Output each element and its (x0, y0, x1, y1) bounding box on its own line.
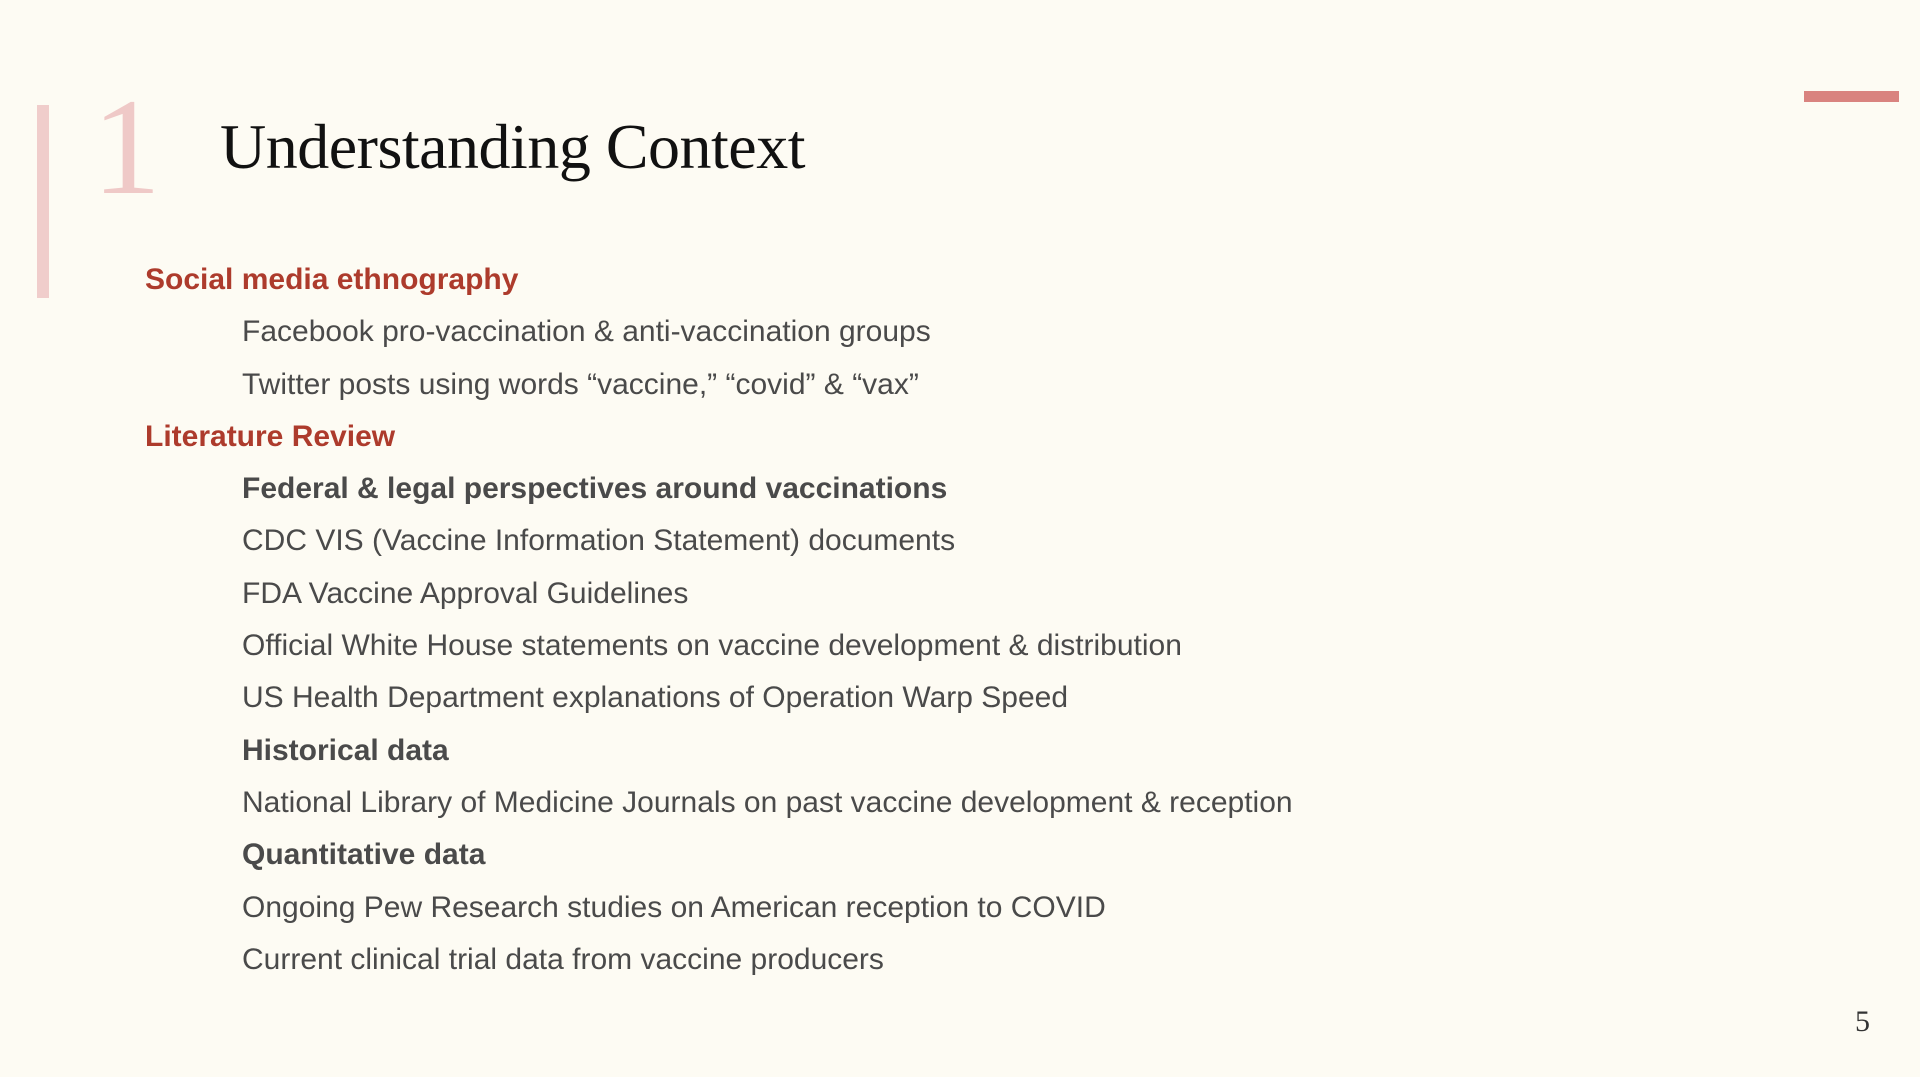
list-item: Official White House statements on vaccine development & distribution (242, 629, 1182, 663)
list-item: CDC VIS (Vaccine Information Statement) documents (242, 524, 956, 558)
subheading-federal-legal: Federal & legal perspectives around vaccinations (242, 472, 948, 506)
list-item: Current clinical trial data from vaccine producers (242, 942, 884, 976)
subheading-historical-data: Historical data (242, 733, 449, 767)
slide-content (145, 254, 1745, 986)
list-item: US Health Department explanations of Operation Warp Speed (242, 681, 1069, 715)
slide-title: Understanding Context (220, 111, 805, 182)
top-right-accent-line (1804, 91, 1899, 102)
section-heading-social-media: Social media ethnography (145, 263, 519, 296)
list-item: National Library of Medicine Journals on past vaccine development & reception (242, 785, 1293, 819)
list-item: Facebook pro-vaccination & anti-vaccination groups (242, 315, 931, 349)
list-item: FDA Vaccine Approval Guidelines (242, 576, 689, 610)
list-item: Twitter posts using words “vaccine,” “covid” & “vax” (242, 367, 919, 401)
left-accent-bar (37, 105, 49, 298)
page-number: 5 (1855, 1005, 1870, 1038)
list-item: Ongoing Pew Research studies on American reception to COVID (242, 890, 1106, 924)
subheading-quantitative-data: Quantitative data (242, 838, 486, 872)
section-heading-literature-review: Literature Review (145, 419, 396, 453)
section-number: 1 (92, 70, 161, 223)
